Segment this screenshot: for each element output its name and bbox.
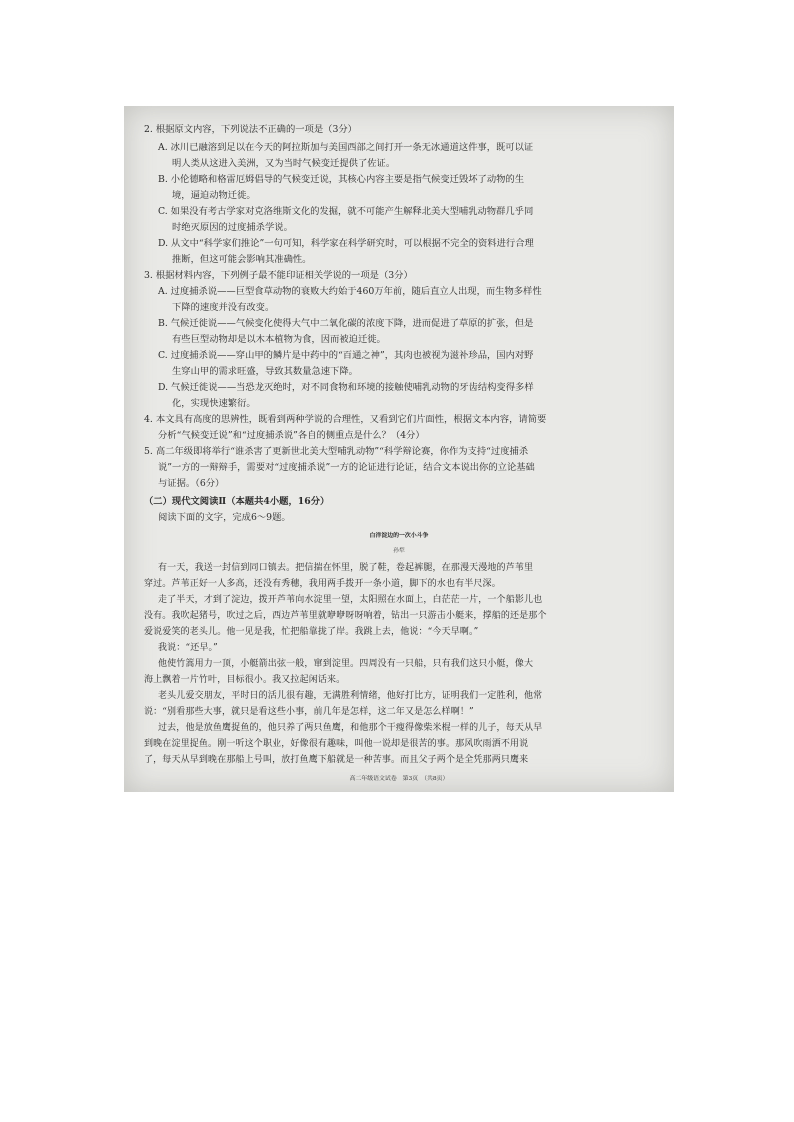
question-3-stem: 3. 根据材料内容，下列例子最不能印证相关学说的一项是（3分）	[144, 270, 413, 281]
question-2-option-c-cont: 时绝灭原因的过度捕杀学说。	[172, 222, 293, 233]
story-para-4-line-1: 他使竹篙用力一顶，小艇箭出弦一般，窜到淀里。四周没有一只船，只有我们这只小艇，像大	[158, 659, 534, 669]
question-3-option-d: D. 气候迁徙说——当恐龙灭绝时，对不同食物和环境的接触使哺乳动物的牙齿结构变得多样	[158, 382, 534, 393]
page-footer: 高二年级语文试卷 第3页 （共8页）	[349, 776, 449, 782]
question-2-option-d-cont: 推断，但这可能会影响其准确性。	[172, 254, 312, 265]
question-4-line-1: 4. 本文具有高度的思辨性，既看到两种学说的合理性，又看到它们片面性，根据文本内容，请简要	[144, 414, 547, 425]
question-3-option-a: A. 过度捕杀说——巨型食草动物的衰败大约始于460万年前，随后直立人出现，而生物多样性	[158, 286, 542, 297]
section-instruction: 阅读下面的文字，完成6～9题。	[158, 512, 291, 523]
question-2-option-b-cont: 境，逼迫动物迁徙。	[172, 190, 256, 201]
question-2-stem: 2. 根据原文内容，下列说法不正确的一项是（3分）	[144, 124, 357, 135]
story-para-3: 我说：“还早。”	[158, 643, 218, 653]
question-2-option-c: C. 如果没有考古学家对克洛维斯文化的发掘，就不可能产生解释北美大型哺乳动物群几乎同	[158, 206, 534, 217]
story-para-1-line-1: 有一天，我送一封信到同口镇去。把信揣在怀里，脱了鞋，卷起裤腿，在那漫天漫地的芦苇里	[158, 563, 534, 573]
story-para-5-line-2: 说：“别看那些大事，就只是看这些小事，前几年是怎样，这二年又是怎么样啊！”	[144, 707, 474, 717]
story-para-2-line-3: 爱说爱笑的老头儿。他一见是我，忙把船靠拢了岸。我跳上去，他说：“今天早啊。”	[144, 627, 479, 637]
question-5-line-1: 5. 高二年级即将举行“谁杀害了更新世北美大型哺乳动物”“科学辩论赛，你作为支持“过度捕杀	[144, 446, 529, 457]
question-5-line-2: 说”一方的一辩辩手，需要对“过度捕杀说”一方的论证进行论证，结合文本说出你的立论基础	[158, 462, 535, 473]
question-4-line-2: 分析“气候变迁说”和“过度捕杀说”各自的侧重点是什么？（4分）	[158, 430, 425, 441]
question-2-option-d: D. 从文中“科学家们推论”一句可知，科学家在科学研究时，可以根据不完全的资料进行合理	[158, 238, 534, 249]
question-3-option-a-cont: 下降的速度并没有改变。	[172, 302, 275, 313]
question-5-line-3: 与证据。（6分）	[158, 478, 225, 489]
section-heading: （二）现代文阅读Ⅱ（本题共4小题，16分）	[144, 496, 330, 507]
question-3-option-d-cont: 化，实现快速繁衍。	[172, 398, 256, 409]
story-para-2-line-2: 没有。我吹起猪号，吹过之后，西边芦苇里就咿咿呀呀响着，钻出一只游击小艇来，撑船的还是那个	[144, 611, 547, 621]
story-para-6-line-2: 到晚在淀里捉鱼。刚一听这个职业，好像很有趣味，叫他一说却是很苦的事。那风吹雨洒不用说	[144, 739, 529, 749]
story-para-6-line-3: 了，每天从早到晚在那船上号叫，放打鱼鹰下船就是一种苦事。而且父子两个是全凭那两只鹰来	[144, 755, 529, 765]
story-para-5-line-1: 老头儿爱交朋友，平时日的活儿很有趣，无满胜利情绪，他好打比方，证明我们一定胜利，他常	[158, 691, 543, 701]
question-2-option-a: A. 冰川已融溶到足以在今天的阿拉斯加与美国西部之间打开一条无冰通道这件事，既可以证	[158, 142, 534, 153]
story-para-1-line-2: 穿过。芦苇正好一人多高，还没有秀穗，我用两手拨开一条小道，脚下的水也有半尺深。	[144, 579, 501, 589]
question-3-option-b-cont: 有些巨型动物却是以木本植物为食，因而被迫迁徙。	[172, 334, 386, 345]
story-author: 孙犁	[393, 548, 405, 554]
question-2-option-b: B. 小伦德略和格雷厄姆倡导的气候变迁说，其核心内容主要是指气候变迁毁坏了动物的生	[158, 174, 525, 185]
story-para-4-line-2: 海上飘着一片竹叶，目标很小。我又拉起闲话来。	[144, 675, 346, 685]
scanned-exam-page	[124, 106, 674, 792]
question-3-option-b: B. 气候迁徙说——气候变化使得大气中二氧化碳的浓度下降，进而促进了草原的扩张，但是	[158, 318, 534, 329]
story-para-2-line-1: 走了半天，才到了淀边，拨开芦苇向水淀里一望，太阳照在水面上，白茫茫一片，一个船影儿也	[158, 595, 543, 605]
question-2-option-a-cont: 明人类从这进入美洲，又为当时气候变迁提供了佐证。	[172, 158, 396, 169]
question-3-option-c: C. 过度捕杀说——穿山甲的鳞片是中药中的“百通之神”，其肉也被视为滋补珍品，国内对野	[158, 350, 534, 361]
story-title: 白洋淀边的一次小斗争	[369, 532, 429, 539]
story-para-6-line-1: 过去，他是放鱼鹰捉鱼的，他只养了两只鱼鹰，和他那个干瘦得像柴米棍一样的儿子，每天从早	[158, 723, 543, 733]
question-3-option-c-cont: 生穿山甲的需求旺盛，导致其数量急速下降。	[172, 366, 358, 377]
